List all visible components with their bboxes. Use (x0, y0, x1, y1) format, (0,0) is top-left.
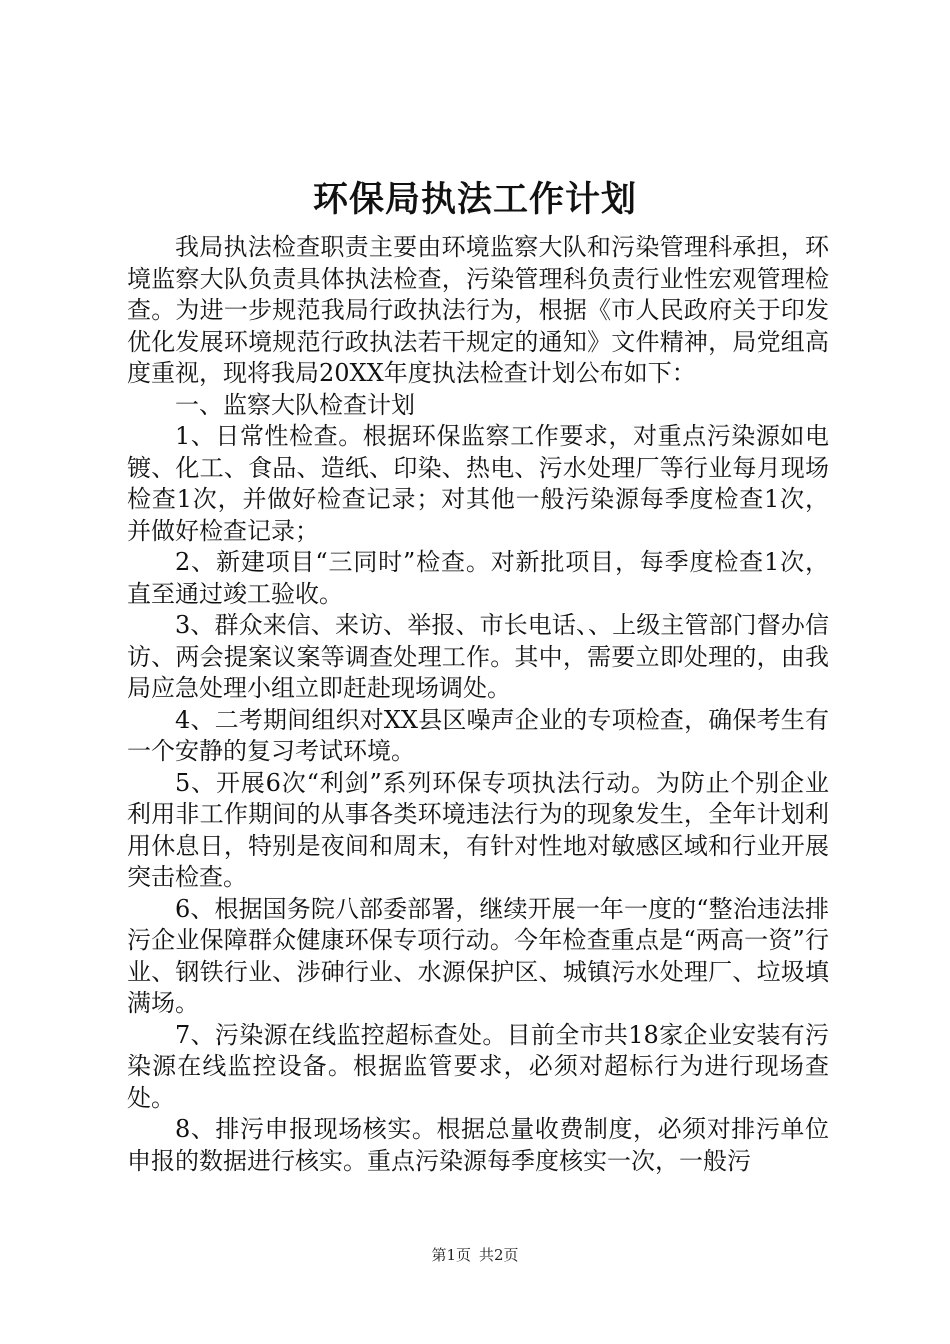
paragraph-item-1: 1、日常性检查。根据环保监察工作要求，对重点污染源如电镀、化工、食品、造纸、印染、热电、污水处理厂等行业每月现场检查1次，并做好检查记录；对其他一般污染源每季度检查1次，并做好检查记录； (127, 422, 829, 545)
page-number-current: 第1页 (431, 1246, 471, 1264)
page-footer (0, 1245, 950, 1265)
paragraph-item-2: 2、新建项目“三同时”检查。对新批项目，每季度检查1次，直至通过竣工验收。 (127, 548, 829, 608)
page-number-total: 共2页 (479, 1246, 519, 1264)
paragraph-item-7: 7、污染源在线监控超标查处。目前全市共18家企业安装有污染源在线监控设备。根据监管要求，必须对超标行为进行现场查处。 (127, 1020, 829, 1112)
paragraph-intro: 我局执法检查职责主要由环境监察大队和污染管理科承担，环境监察大队负责具体执法检查，污染管理科负责行业性宏观管理检查。为进一步规范我局行政执法行为，根据《市人民政府关于印发优化发展环境规范行政执法若干规定的通知》文件精神，局党组高度重视，现将我局20XX年度执法检查计划公布如下： (127, 233, 829, 387)
document-title: 环保局执法工作计划 (312, 179, 637, 220)
paragraph-item-5: 5、开展6次“利剑”系列环保专项执法行动。为防止个别企业利用非工作期间的从事各类环境违法行为的现象发生，全年计划利用休息日，特别是夜间和周末，有针对性地对敏感区域和行业开展突击检查。 (127, 768, 829, 891)
paragraph-item-4: 4、二考期间组织对XX县区噪声企业的专项检查，确保考生有一个安静的复习考试环境。 (127, 705, 829, 765)
document-body (127, 232, 829, 1177)
paragraph-item-3: 3、群众来信、来访、举报、市长电话、、上级主管部门督办信访、两会提案议案等调查处理工作。其中，需要立即处理的，由我局应急处理小组立即赶赴现场调处。 (127, 611, 829, 702)
paragraph-item-6: 6、根据国务院八部委部署，继续开展一年一度的“整治违法排污企业保障群众健康环保专项行动。今年检查重点是“两高一资”行业、钢铁行业、涉砷行业、水源保护区、城镇污水处理厂、垃圾填满场。 (127, 894, 829, 1017)
paragraph-item-8: 8、排污申报现场核实。根据总量收费制度，必须对排污单位申报的数据进行核实。重点污染源每季度核实一次，一般污 (127, 1115, 829, 1175)
section-heading: 一、监察大队检查计划 (175, 390, 415, 419)
